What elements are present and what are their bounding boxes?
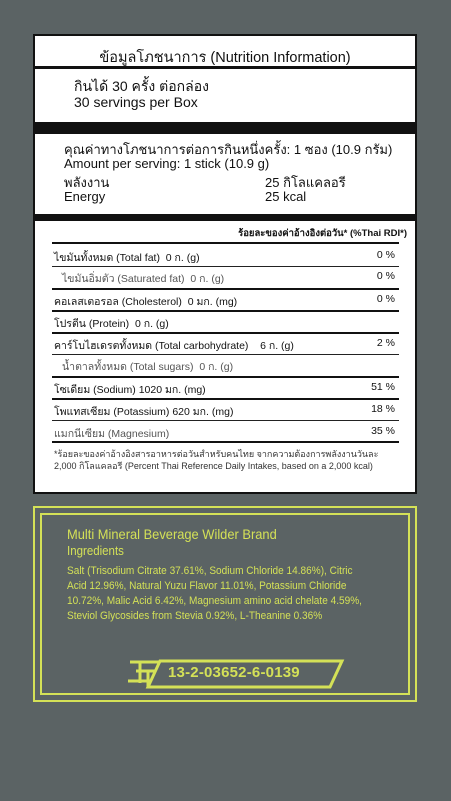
nutrient-pct: 0 % [376,293,395,305]
nutrient-label: น้ำตาลทั้งหมด (Total sugars) [62,361,194,373]
servings-english: 30 servings per Box [74,94,198,110]
nutrient-pct: 18 % [371,403,395,415]
nutrient-amount: 620 มก. (mg) [172,406,234,418]
nutrient-row-saturated-fat [54,270,395,284]
ingredients-text: Salt (Trisodium Citrate 37.61%, Sodium Chloride 14.86%), Citric Acid 12.96%, Natural Yuzu Flavor 11.01%, Potassium Chloride 10.72%, Malic Acid 6.42%, Magnesium amino acid chelate 4.59%, Steviol Glycosides from Stevia 0.92%, L-Theanine 0.36% [67,565,362,622]
nutrition-label [33,34,417,494]
nutrient-amount: 0 ก. (g) [165,252,200,264]
nutrient-label: คาร์โบไฮเดรตทั้งหมด (Total carbohydrate) [54,340,249,352]
registration-number: 13-2-03652-6-0139 [168,664,300,681]
divider [52,288,399,290]
nutrient-amount: 0 ก. (g) [190,273,225,285]
divider [52,310,399,312]
nutrient-pct: 0 % [376,270,395,282]
ingredients-inner-border [40,513,410,695]
nutrient-pct: 0 % [376,249,395,261]
nutrient-row-carbohydrate [54,337,395,351]
energy-english-label: Energy [64,189,106,204]
nutrient-label: คอเลสเตอรอล (Cholesterol) [54,296,182,308]
divider [52,266,399,267]
nutrient-row-potassium [54,403,395,417]
divider [52,398,399,400]
nutrient-amount: 0 ก. (g) [199,361,234,373]
nutrient-label: โพแทสเซียม (Potassium) [54,406,170,418]
nutrient-amount: 0 มก. (mg) [187,296,238,308]
divider [52,332,399,334]
brand-title: Multi Mineral Beverage Wilder Brand [67,526,277,542]
nutrient-row-cholesterol [54,293,395,307]
divider [52,376,399,378]
serving-size-thai: คุณค่าทางโภชนาการต่อการกินหนึ่งครั้ง: 1 ซอง (10.9 กรัม) [64,142,393,157]
servings-thai: กินได้ 30 ครั้ง ต่อกล่อง [74,78,209,94]
nutrient-amount: 0 ก. (g) [134,318,169,330]
nutrient-amount: 1020 มก. (mg) [138,384,206,396]
energy-english-value: 25 kcal [265,189,307,204]
nutrient-label: โซเดียม (Sodium) [54,384,136,396]
energy-thai-value: 25 กิโลแคลอรี [265,175,346,190]
divider [52,420,399,421]
ingredients-heading: Ingredients [67,544,124,558]
nutrition-title: ข้อมูลโภชนาการ (Nutrition Information) [99,50,351,66]
nutrient-row-total-sugars [54,358,395,372]
section-rule [35,214,415,221]
nutrient-row-magnesium [54,425,395,439]
thick-rule [35,122,415,134]
nutrient-label: ไขมันอิ่มตัว (Saturated fat) [62,273,185,285]
nutrient-label: โปรตีน (Protein) [54,318,130,330]
footnote: *ร้อยละของค่าอ้างอิงสารอาหารต่อวันสำหรับคนไทย จากความต้องการพลังงานวันละ 2,000 กิโลแคลอรี (Percent Thai Reference Daily Intakes, based on a 2,000 kcal) [54,449,379,471]
nutrient-row-total-fat [54,249,395,263]
nutrient-label: ไขมันทั้งหมด (Total fat) [54,252,160,264]
nutrient-row-sodium [54,381,395,395]
nutrient-label: แมกนีเซียม (Magnesium) [54,428,170,440]
nutrient-amount: 6 ก. (g) [260,340,294,352]
nutrient-row-protein [54,315,395,329]
ingredients-box [33,506,417,702]
rdi-header: ร้อยละของค่าอ้างอิงต่อวัน* (%Thai RDI*) [238,228,407,239]
title-rule [35,66,415,69]
nutrient-pct: 35 % [371,425,395,437]
energy-thai-label: พลังงาน [64,175,110,190]
nutrient-pct: 51 % [371,381,395,393]
divider [52,441,399,443]
divider [52,242,399,244]
serving-size-english: Amount per serving: 1 stick (10.9 g) [64,156,270,171]
divider [52,354,399,355]
nutrient-pct: 2 % [376,337,395,349]
